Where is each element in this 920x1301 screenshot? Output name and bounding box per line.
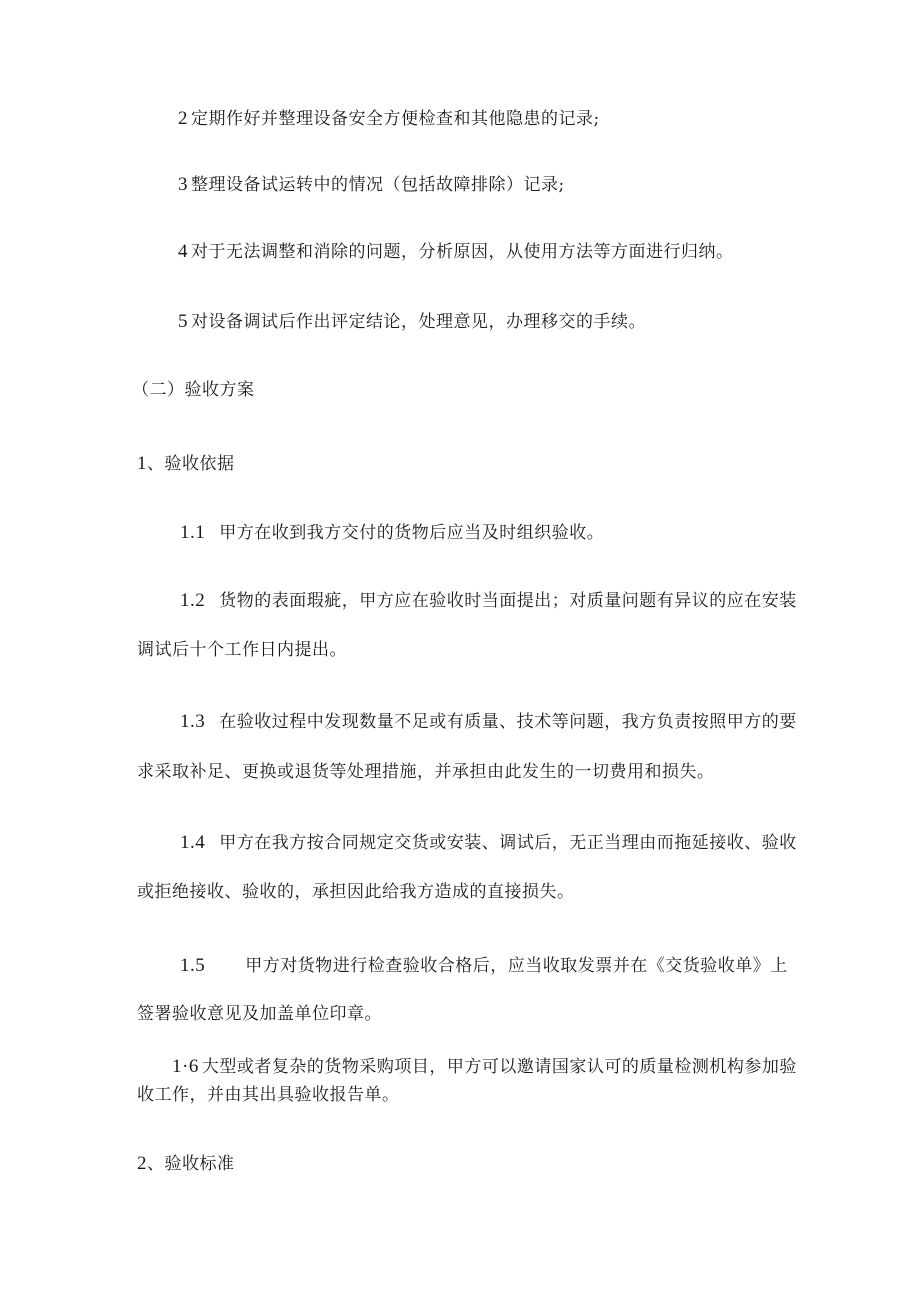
clause-number: 1.2 [180, 590, 206, 611]
subsection-number: 1 [137, 453, 147, 474]
clause [180, 589, 797, 613]
list-item [178, 173, 565, 197]
item-text: 对设备调试后作出评定结论，处理意见，办理移交的手续。 [191, 312, 646, 332]
clause-continuation: 求采取补足、更换或退货等处理措施，并承担由此发生的一切费用和损失。 [137, 762, 715, 782]
section-title: （二）验收方案 [132, 380, 255, 400]
clause-number: 1.5 [180, 955, 206, 976]
clause [172, 1055, 797, 1079]
clause-number: 1.1 [180, 522, 206, 543]
list-item [178, 107, 600, 131]
clause [180, 831, 797, 855]
clause-continuation: 调试后十个工作日内提出。 [137, 640, 347, 660]
subsection-text: 、验收标准 [147, 1154, 235, 1174]
item-number: 2 [178, 108, 188, 129]
clause-number: 1·6 [172, 1056, 199, 1077]
clause [180, 954, 788, 978]
clause-text-line1: 大型或者复杂的货物采购项目，甲方可以邀请国家认可的质量检测机构参加验 [201, 1057, 797, 1077]
item-number: 5 [178, 311, 188, 332]
clause [180, 521, 604, 545]
item-number: 4 [178, 241, 188, 262]
subsection-heading [137, 452, 235, 476]
clause-continuation: 或拒绝接收、验收的，承担因此给我方造成的直接损失。 [137, 882, 575, 902]
clause-continuation: 签署验收意见及加盖单位印章。 [137, 1004, 382, 1024]
item-text: 定期作好并整理设备安全方便检查和其他隐患的记录; [191, 109, 600, 129]
item-text: 对于无法调整和消除的问题，分析原因，从使用方法等方面进行归纳。 [191, 242, 734, 262]
subsection-heading [137, 1152, 235, 1176]
clause-text-line1: 甲方对货物进行检查验收合格后，应当收取发票并在《交货验收单》上 [245, 956, 788, 976]
clause-continuation: 收工作，并由其出具验收报告单。 [137, 1085, 400, 1105]
subsection-text: 、验收依据 [147, 454, 235, 474]
clause-text: 甲方在收到我方交付的货物后应当及时组织验收。 [219, 523, 605, 543]
subsection-number: 2 [137, 1153, 147, 1174]
clause-number: 1.4 [180, 832, 206, 853]
list-item [178, 240, 734, 264]
clause-text-line1: 在验收过程中发现数量不足或有质量、技术等问题，我方负责按照甲方的要 [219, 712, 797, 732]
item-text: 整理设备试运转中的情况（包括故障排除）记录; [191, 175, 565, 195]
clause-number: 1.3 [180, 711, 206, 732]
item-number: 3 [178, 174, 188, 195]
clause-text-line1: 货物的表面瑕疵，甲方应在验收时当面提出；对质量问题有异议的应在安装 [219, 591, 797, 611]
clause-text-line1: 甲方在我方按合同规定交货或安装、调试后，无正当理由而拖延接收、验收 [219, 833, 797, 853]
list-item [178, 310, 646, 334]
clause [180, 710, 797, 734]
